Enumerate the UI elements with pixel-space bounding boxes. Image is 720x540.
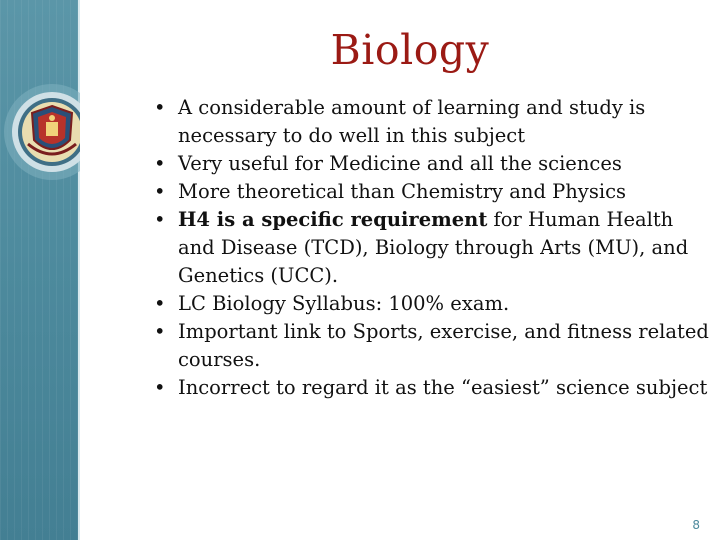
bullet-item — [150, 374, 710, 402]
bullet-text: for Human Health and Disease (TCD), Biology through Arts (MU), and Genetics (UCC). — [178, 208, 689, 287]
bullet-list — [150, 94, 710, 402]
bullet-item — [150, 94, 710, 150]
bullet-text: Very useful for Medicine and all the sciences — [178, 152, 622, 175]
bullet-text: More theoretical than Chemistry and Physics — [178, 180, 626, 203]
bullet-bold-text: H4 is a specific requirement — [178, 208, 488, 231]
side-panel-edge — [78, 0, 80, 540]
bullet-text: Important link to Sports, exercise, and fitness related courses. — [178, 320, 709, 371]
bullet-item — [150, 206, 710, 290]
side-panel — [0, 0, 80, 540]
bullet-dot: • — [154, 152, 166, 175]
bullet-dot: • — [154, 208, 166, 231]
bullet-text: A considerable amount of learning and study is necessary to do well in this subject — [178, 96, 646, 147]
bullet-item — [150, 178, 710, 206]
bullet-text: Incorrect to regard it as the “easiest” science subject — [178, 376, 708, 399]
bullet-dot: • — [154, 292, 166, 315]
page-number: 8 — [692, 518, 700, 532]
bullet-item — [150, 150, 710, 178]
bullet-dot: • — [154, 320, 166, 343]
side-panel-texture — [0, 0, 80, 540]
bullet-dot: • — [154, 180, 166, 203]
school-crest-icon — [2, 82, 80, 182]
bullet-dot: • — [154, 376, 166, 399]
bullet-text: LC Biology Syllabus: 100% exam. — [178, 292, 510, 315]
slide-title: Biology — [330, 26, 490, 74]
bullet-dot: • — [154, 96, 166, 119]
bullet-item — [150, 290, 710, 318]
bullet-item — [150, 318, 710, 374]
